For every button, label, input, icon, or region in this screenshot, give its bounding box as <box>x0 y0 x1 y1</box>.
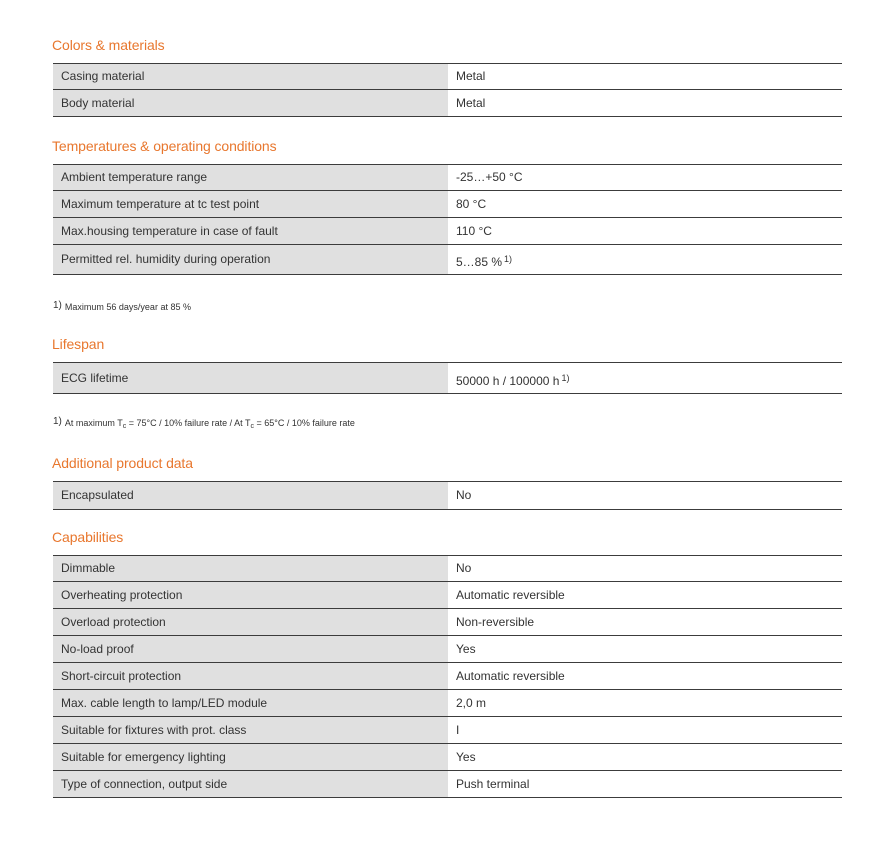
footnote <box>53 300 191 312</box>
table-row <box>53 218 842 245</box>
footnote-subscript: c <box>250 423 254 430</box>
table-row <box>53 482 842 510</box>
row-value: I <box>448 717 842 743</box>
section-title-temperatures: Temperatures & operating conditions <box>52 138 277 154</box>
row-label: Maximum temperature at tc test point <box>53 191 448 217</box>
table-row <box>53 556 842 582</box>
value-text: 50000 h / 100000 h <box>456 374 560 388</box>
row-label: Short-circuit protection <box>53 663 448 689</box>
footnote-text-part: At maximum T <box>64 418 123 428</box>
section-title-capabilities: Capabilities <box>52 529 124 545</box>
row-label: Max. cable length to lamp/LED module <box>53 690 448 716</box>
value-text: 5…85 % <box>456 255 503 269</box>
row-value: Yes <box>448 744 842 770</box>
row-label: No-load proof <box>53 636 448 662</box>
footnote-text-part: = 75°C / 10% failure rate / At T <box>126 418 251 428</box>
row-value: -25…+50 °C <box>448 165 842 190</box>
row-value: Metal <box>448 90 842 116</box>
footnote-ref: 1) <box>504 254 513 264</box>
row-value: Metal <box>448 64 842 89</box>
table-row <box>53 636 842 663</box>
row-value: 80 °C <box>448 191 842 217</box>
table-row <box>53 717 842 744</box>
table-row <box>53 191 842 218</box>
row-value: Automatic reversible <box>448 663 842 689</box>
row-label: Suitable for fixtures with prot. class <box>53 717 448 743</box>
table-row <box>53 690 842 717</box>
additional-data-table <box>53 481 842 510</box>
table-row <box>53 609 842 636</box>
row-label: Encapsulated <box>53 482 448 509</box>
table-row <box>53 90 842 117</box>
table-row <box>53 245 842 275</box>
row-value: Push terminal <box>448 771 842 797</box>
row-value: Yes <box>448 636 842 662</box>
temperatures-table <box>53 164 842 275</box>
row-value: Automatic reversible <box>448 582 842 608</box>
table-row <box>53 582 842 609</box>
row-label: Suitable for emergency lighting <box>53 744 448 770</box>
section-title-additional-data: Additional product data <box>52 455 193 471</box>
row-label: Dimmable <box>53 556 448 581</box>
row-label: Overheating protection <box>53 582 448 608</box>
section-title-colors-materials: Colors & materials <box>52 37 165 53</box>
footnote-text: Maximum 56 days/year at 85 % <box>64 302 191 312</box>
row-label: Casing material <box>53 64 448 89</box>
row-label: Overload protection <box>53 609 448 635</box>
table-row <box>53 64 842 90</box>
lifespan-table <box>53 362 842 394</box>
row-value <box>448 363 842 393</box>
row-label: Max.housing temperature in case of fault <box>53 218 448 244</box>
row-value <box>448 245 842 274</box>
footnote-marker: 1) <box>53 416 62 427</box>
row-value: 110 °C <box>448 218 842 244</box>
row-label: Type of connection, output side <box>53 771 448 797</box>
table-row <box>53 744 842 771</box>
footnote-marker: 1) <box>53 300 62 311</box>
table-row <box>53 165 842 191</box>
row-value: Non-reversible <box>448 609 842 635</box>
table-row <box>53 663 842 690</box>
row-value: No <box>448 482 842 509</box>
footnote <box>53 416 355 430</box>
table-row <box>53 363 842 394</box>
footnote-text-part: = 65°C / 10% failure rate <box>254 418 355 428</box>
colors-materials-table <box>53 63 842 117</box>
capabilities-table <box>53 555 842 798</box>
row-label: Permitted rel. humidity during operation <box>53 245 448 274</box>
footnote-ref: 1) <box>561 373 570 383</box>
section-title-lifespan: Lifespan <box>52 336 105 352</box>
row-label: Ambient temperature range <box>53 165 448 190</box>
footnote-subscript: c <box>122 423 127 430</box>
row-label: Body material <box>53 90 448 116</box>
row-label: ECG lifetime <box>53 363 448 393</box>
row-value: 2,0 m <box>448 690 842 716</box>
row-value: No <box>448 556 842 581</box>
table-row <box>53 771 842 798</box>
